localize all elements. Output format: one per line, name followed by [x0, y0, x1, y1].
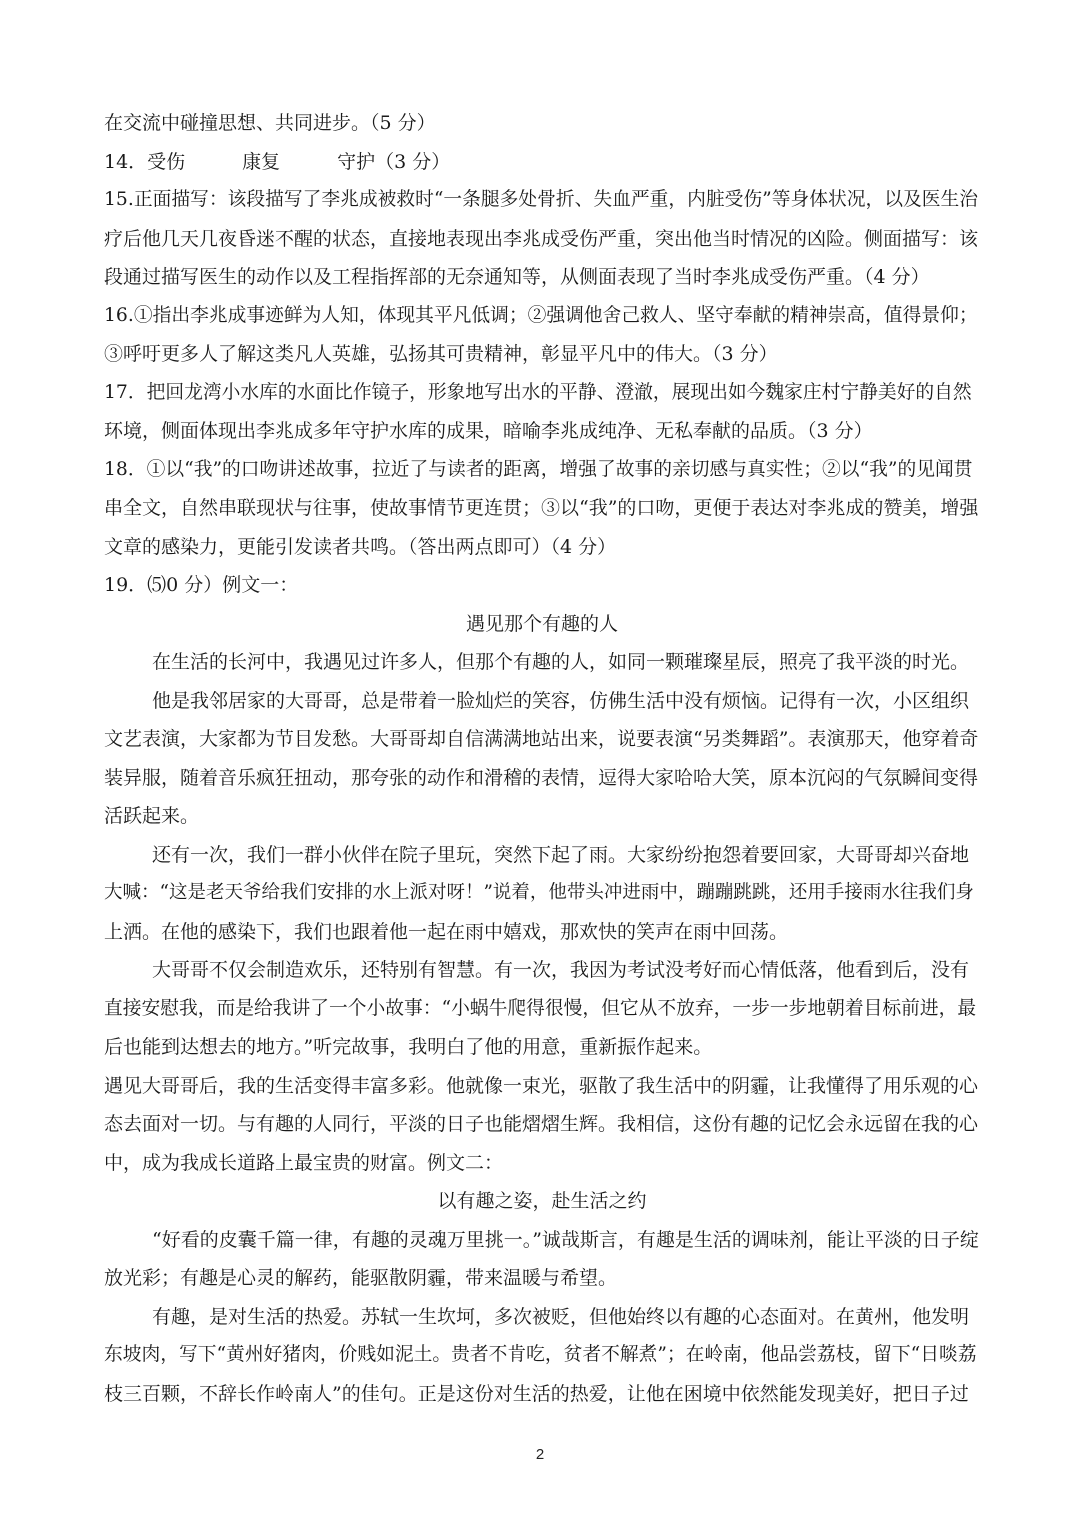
text-line: 上洒。在他的感染下，我们也跟着他一起在雨中嬉戏，那欢快的笑声在雨中回荡。 — [104, 920, 789, 943]
text-line: 还有一次，我们一群小伙伴在院子里玩，突然下起了雨。大家纷纷抱怨着要回家，大哥哥却兴奋地 — [152, 843, 970, 866]
text-line: 在生活的长河中，我遇见过许多人，但那个有趣的人，如同一颗璀璨星辰，照亮了我平淡的时光。 — [152, 651, 970, 673]
text-line: ③呼吁更多人了解这类凡人英雄，弘扬其可贵精神，彰显平凡中的伟大。（3 分） — [104, 343, 778, 365]
text-line: 他是我邻居家的大哥哥，总是带着一脸灿烂的笑容，仿佛生活中没有烦恼。记得有一次，小区组织 — [152, 689, 970, 712]
text-line: 17．把回龙湾小水库的水面比作镜子，形象地写出水的平静、澄澈，展现出如今魏家庄村宁静美好的自然 — [104, 381, 972, 403]
text-line: 装异服，随着音乐疯狂扭动，那夸张的动作和滑稽的表情，逗得大家哈哈大笑，原本沉闷的气氛瞬间变得 — [104, 766, 979, 789]
text-line: 文艺表演，大家都为节目发愁。大哥哥却自信满满地站出来，说要表演“另类舞蹈”。表演那天，他穿着奇 — [104, 728, 979, 750]
text-line: 18．①以“我”的口吻讲述故事，拉近了与读者的距离，增强了故事的亲切感与真实性；②以“我”的见闻贯 — [104, 458, 973, 480]
text-line: 14．受伤 康复 守护（3 分） — [104, 150, 451, 173]
text-line: 直接安慰我，而是给我讲了一个小故事：“小蜗牛爬得很慢，但它从不放弃，一步一步地朝着目标前进，最 — [104, 997, 977, 1019]
text-line: 疗后他几天几夜昏迷不醒的状态，直接地表现出李兆成受伤严重，突出他当时情况的凶险。侧面描写：该 — [104, 227, 979, 250]
text-line: “好看的皮囊千篇一律，有趣的灵魂万里挑一。”诚哉斯言，有趣是生活的调味剂，能让平淡的日子绽 — [152, 1228, 979, 1251]
text-line: 态去面对一切。与有趣的人同行，平淡的日子也能熠熠生辉。我相信，这份有趣的记忆会永远留在我的心 — [104, 1113, 979, 1135]
text-line: 19．⑸0 分）例文一： — [104, 574, 299, 596]
text-line: 文章的感染力，更能引发读者共鸣。（答出两点即可）（4 分） — [104, 535, 617, 558]
page-number: 2 — [535, 1446, 545, 1463]
text-line: 活跃起来。 — [104, 805, 200, 827]
text-line: 放光彩；有趣是心灵的解药，能驱散阴霾，带来温暖与希望。 — [104, 1267, 618, 1289]
essay-title: 以有趣之姿，赴生活之约 — [437, 1190, 647, 1212]
text-line: 后也能到达想去的地方。”听完故事，我明白了他的用意，重新振作起来。 — [104, 1036, 713, 1058]
text-line: 枝三百颗，不辞长作岭南人”的佳句。正是这份对生活的热爱，让他在困境中依然能发现美好，把日子过 — [104, 1382, 969, 1405]
text-line: 大哥哥不仅会制造欢乐，还特别有智慧。有一次，我因为考试没考好而心情低落，他看到后，没有 — [152, 959, 970, 981]
text-line: 15.正面描写：该段描写了李兆成被救时“一条腿多处骨折、失血严重，内脏受伤”等身体状况，以及医生治 — [104, 189, 978, 210]
text-line: 串全文，自然串联现状与往事，使故事情节更连贯；③以“我”的口吻，更便于表达对李兆成的赞美，增强 — [104, 497, 979, 519]
document-body — [104, 104, 980, 1413]
text-line: 大喊：“这是老天爷给我们安排的水上派对呀！”说着，他带头冲进雨中，蹦蹦跳跳，还用手接雨水往我们身 — [104, 882, 974, 903]
text-line: 有趣，是对生活的热爱。苏轼一生坎坷，多次被贬，但他始终以有趣的心态面对。在黄州，他发明 — [152, 1305, 970, 1328]
text-line: 遇见大哥哥后，我的生活变得丰富多彩。他就像一束光，驱散了我生活中的阴霾，让我懂得了用乐观的心 — [104, 1074, 979, 1097]
text-line: 在交流中碰撞思想、共同进步。（5 分） — [104, 112, 436, 134]
essay-title: 遇见那个有趣的人 — [465, 612, 618, 635]
text-line: 段通过描写医生的动作以及工程指挥部的无奈通知等，从侧面表现了当时李兆成受伤严重。（4 分） — [104, 266, 930, 288]
text-line: 中，成为我成长道路上最宝贵的财富。例文二： — [104, 1151, 504, 1174]
text-line: 16.①指出李兆成事迹鲜为人知，体现其平凡低调；②强调他舍己救人、坚守奉献的精神崇高，值得景仰； — [104, 304, 978, 326]
text-line: 环境，侧面体现出李兆成多年守护水库的成果，暗喻李兆成纯净、无私奉献的品质。（3 分） — [104, 420, 873, 442]
text-line: 东坡肉，写下“黄州好猪肉，价贱如泥土。贵者不肯吃，贫者不解煮”；在岭南，他品尝荔枝，留下“日啖荔 — [104, 1344, 977, 1365]
